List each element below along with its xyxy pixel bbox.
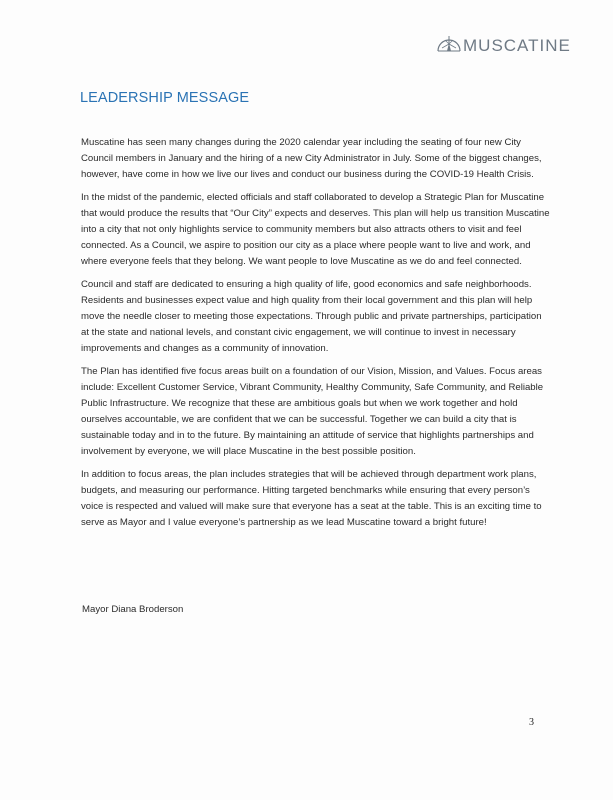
paragraph-quality-of-life: Council and staff are dedicated to ensuring a high quality of life, good economics and safe neighborhoods. Residents and businesses expect value and high quality from their local government and this plan will help move the needle closer to meeting those expectations. Through public and private partnerships, participation at the state and national levels, and constant civic engagement, we will continue to invest in necessary improvements and changes as a community of innovation.: [81, 279, 542, 354]
paragraph-intro: Muscatine has seen many changes during the 2020 calendar year including the seating of four new City Council members in January and the hiring of a new City Administrator in July. Some of the biggest changes, however, have come in how we live our lives and conduct our business during the COVID-19 Health Crisis.: [81, 137, 542, 180]
message-body: [81, 135, 551, 538]
page-title: LEADERSHIP MESSAGE: [80, 90, 250, 106]
compass-sunrise-icon: [437, 34, 463, 57]
paragraph-focus-areas: The Plan has identified five focus areas built on a foundation of our Vision, Mission, and Values. Focus areas include: Excellent Customer Service, Vibrant Community, Healthy Community, Safe Community, and Reliable Public Infrastructure. We recognize that these are ambitious goals but when we work together and hold ourselves accountable, we are confident that we can be successful. Together we can build a city that is sustainable today and in to the future. By maintaining an attitude of service that highlights partnerships and involvement by everyone, we will place Muscatine in the best possible position.: [81, 366, 544, 457]
logo-text: MUSCATINE: [463, 35, 571, 55]
page-number: 3: [529, 717, 534, 728]
muscatine-logo: [437, 34, 571, 57]
paragraph-conclusion: In addition to focus areas, the plan includes strategies that will be achieved through department work plans, budgets, and measuring our performance. Hitting targeted benchmarks while ensuring that every person’s voice is respected and valued will make sure that everyone has a seat at the table. This is an exciting time to serve as Mayor and I value everyone’s partnership as we lead Muscatine toward a bright future!: [81, 469, 542, 528]
paragraph-strategic-plan: In the midst of the pandemic, elected officials and staff collaborated to develop a Strategic Plan for Muscatine that would produce the results that “Our City” expects and deserves. This plan will help us transition Muscatine into a city that not only highlights service to community members but also attracts others to visit and feel connected. As a Council, we aspire to position our city as a place where people want to live and work, and where everyone feels that they belong. We want people to love Muscatine as we do and feel connected.: [81, 192, 550, 267]
signature: Mayor Diana Broderson: [82, 604, 184, 615]
